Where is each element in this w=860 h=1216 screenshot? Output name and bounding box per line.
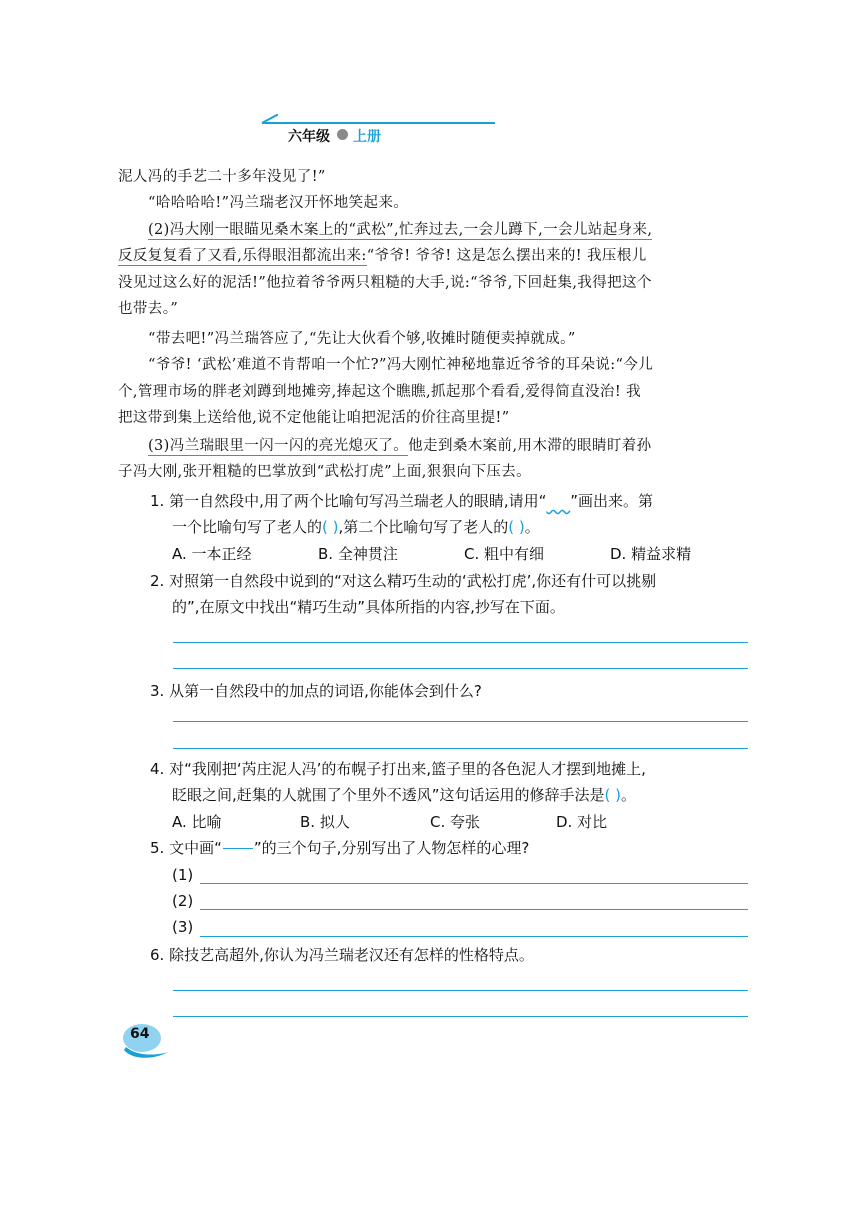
q5-item-label: (3) — [172, 918, 194, 936]
straight-line-mark — [223, 848, 253, 849]
option-d[interactable]: D. 对比 — [556, 813, 608, 831]
question-3: 3. 从第一自然段中的加点的词语,你能体会到什么? — [150, 682, 482, 700]
option-a[interactable]: A. 比喻 — [172, 813, 222, 831]
passage-line: “哈哈哈哈!”冯兰瑞老汉开怀地笑起来。 — [148, 195, 409, 211]
question-5: 5. 文中画“ ”的三个句子,分别写出了人物怎样的心理? — [150, 839, 530, 857]
option-b[interactable]: B. 全神贯注 — [318, 545, 398, 563]
passage-text: “爷爷! 爷爷! 这是怎么摆出来的! 我压根儿 — [366, 248, 647, 264]
passage-line: “带去吧!”冯兰瑞答应了,“先让大伙看个够,收摊时随便卖掉就成。” — [148, 331, 576, 347]
q5-item-label: (1) — [172, 866, 194, 884]
passage-line — [148, 433, 652, 459]
option-b[interactable]: B. 拟人 — [300, 813, 350, 831]
page-number: 64 — [130, 1026, 150, 1042]
answer-blank[interactable]: ( ) — [604, 786, 622, 804]
option-c[interactable]: C. 夸张 — [430, 813, 481, 831]
passage-line: 没见过这么好的泥活!”他拉着爷爷两只粗糙的大手,说:“爷爷,下回赶集,我得把这个 — [118, 275, 652, 291]
answer-line[interactable] — [173, 721, 748, 722]
question-4: 4. 对“我刚把‘芮庄泥人冯’的布幌子打出来,篮子里的各色泥人才摆到地摊上, — [150, 760, 646, 778]
answer-blank[interactable]: ( ) — [322, 518, 339, 536]
option-a[interactable]: A. 一本正经 — [172, 545, 252, 563]
passage-line: 个,管理市场的胖老刘蹲到地摊旁,捧起这个瞧瞧,抓起那个看看,爱得简直没治! 我 — [118, 384, 641, 400]
question-2: 2. 对照第一自然段中说到的“对这么精巧生动的‘武松打虎’,你还有什可以挑剔 — [150, 572, 657, 590]
answer-line[interactable] — [173, 748, 748, 749]
question-4-line2: 眨眼之间,赶集的人就围了个里外不透风”这句话运用的修辞手法是( )。 — [172, 786, 637, 804]
header-volume: 上册 — [353, 129, 381, 145]
header-dot-icon — [337, 129, 348, 140]
passage-line: 把这带到集上送给他,说不定他能让咱把泥活的价往高里提!” — [118, 410, 510, 426]
passage-line — [148, 217, 652, 243]
header-rule — [262, 122, 495, 124]
option-d[interactable]: D. 精益求精 — [610, 545, 692, 563]
answer-line[interactable] — [173, 1016, 748, 1017]
passage-line: “爷爷! ‘武松’难道不肯帮咱一个忙?”冯大刚忙神秘地靠近爷爷的耳朵说:“今儿 — [148, 357, 654, 373]
answer-line[interactable] — [173, 668, 748, 669]
passage-text: 他走到桑木案前,用木滞的眼睛盯着孙 — [408, 438, 652, 454]
passage-line: 子冯大刚,张开粗糙的巴掌放到“武松打虎”上面,狠狠向下压去。 — [118, 464, 532, 480]
passage-line — [118, 243, 647, 269]
q5-item-label: (2) — [172, 892, 194, 910]
underlined-sentence: 反反复复看了又看,乐得眼泪都流出来: — [118, 248, 367, 264]
passage-line: 泥人冯的手艺二十多年没见了!” — [118, 169, 326, 185]
question-6: 6. 除技艺高超外,你认为冯兰瑞老汉还有怎样的性格特点。 — [150, 946, 534, 964]
wavy-line-mark — [546, 492, 570, 510]
underlined-sentence: (3)冯兰瑞眼里一闪一闪的亮光熄灭了。 — [148, 438, 409, 454]
answer-line[interactable] — [173, 990, 748, 991]
answer-line[interactable] — [173, 642, 748, 643]
option-c[interactable]: C. 粗中有细 — [464, 545, 545, 563]
question-1: 1. 第一自然段中,用了两个比喻句写冯兰瑞老人的眼睛,请用“ ”画出来。第 — [150, 492, 654, 510]
answer-line[interactable] — [200, 936, 748, 937]
underlined-sentence: (2)冯大刚一眼瞄见桑木案上的“武松”,忙奔过去,一会儿蹲下,一会儿站起身来, — [148, 222, 653, 238]
answer-blank[interactable]: ( ) — [508, 518, 525, 536]
passage-line: 也带去。” — [118, 301, 179, 317]
header-grade: 六年级 — [288, 129, 330, 145]
answer-line[interactable] — [200, 883, 748, 884]
answer-line[interactable] — [200, 909, 748, 910]
question-2-line2: 的”,在原文中找出“精巧生动”具体所指的内容,抄写在下面。 — [172, 598, 565, 616]
question-1-line2: 一个比喻句写了老人的( ),第二个比喻句写了老人的( )。 — [172, 518, 540, 536]
